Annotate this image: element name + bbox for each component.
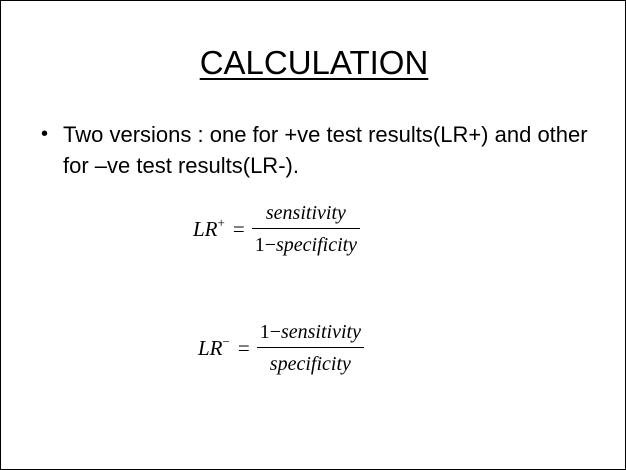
fraction-numerator <box>263 200 349 226</box>
fraction-bar <box>257 347 364 348</box>
formula-fraction <box>257 319 364 377</box>
formula-fraction <box>252 200 360 258</box>
fraction-denominator <box>252 232 360 258</box>
denominator-prefix: 1− <box>254 234 276 256</box>
formula-lhs-superscript: + <box>217 215 225 230</box>
equals-sign: = <box>232 217 245 241</box>
numerator-variable: sensitivity <box>265 202 346 224</box>
denominator-variable: specificity <box>269 353 351 375</box>
formula-lhs-superscript: − <box>222 334 230 349</box>
numerator-prefix: 1− <box>259 321 281 343</box>
bullet-text: Two versions : one for +ve test results(LR+) and other for –ve test results(LR-). <box>63 122 588 178</box>
slide-title: CALCULATION <box>199 44 429 81</box>
formula-lhs-symbol: LR <box>193 217 218 241</box>
formula-lr-positive <box>193 200 360 258</box>
fraction-numerator <box>257 319 364 345</box>
formula-lr-negative <box>198 319 364 377</box>
formula-lhs <box>198 336 230 360</box>
bullet-marker: • <box>41 123 49 145</box>
bullet-item <box>41 119 601 181</box>
formula-lhs <box>193 217 225 241</box>
equals-sign: = <box>237 336 250 360</box>
bullet-list <box>41 119 601 181</box>
fraction-denominator <box>267 351 354 377</box>
denominator-variable: specificity <box>275 234 358 256</box>
fraction-bar <box>252 228 360 229</box>
numerator-variable: sensitivity <box>280 321 361 343</box>
formula-lhs-symbol: LR <box>198 336 223 360</box>
